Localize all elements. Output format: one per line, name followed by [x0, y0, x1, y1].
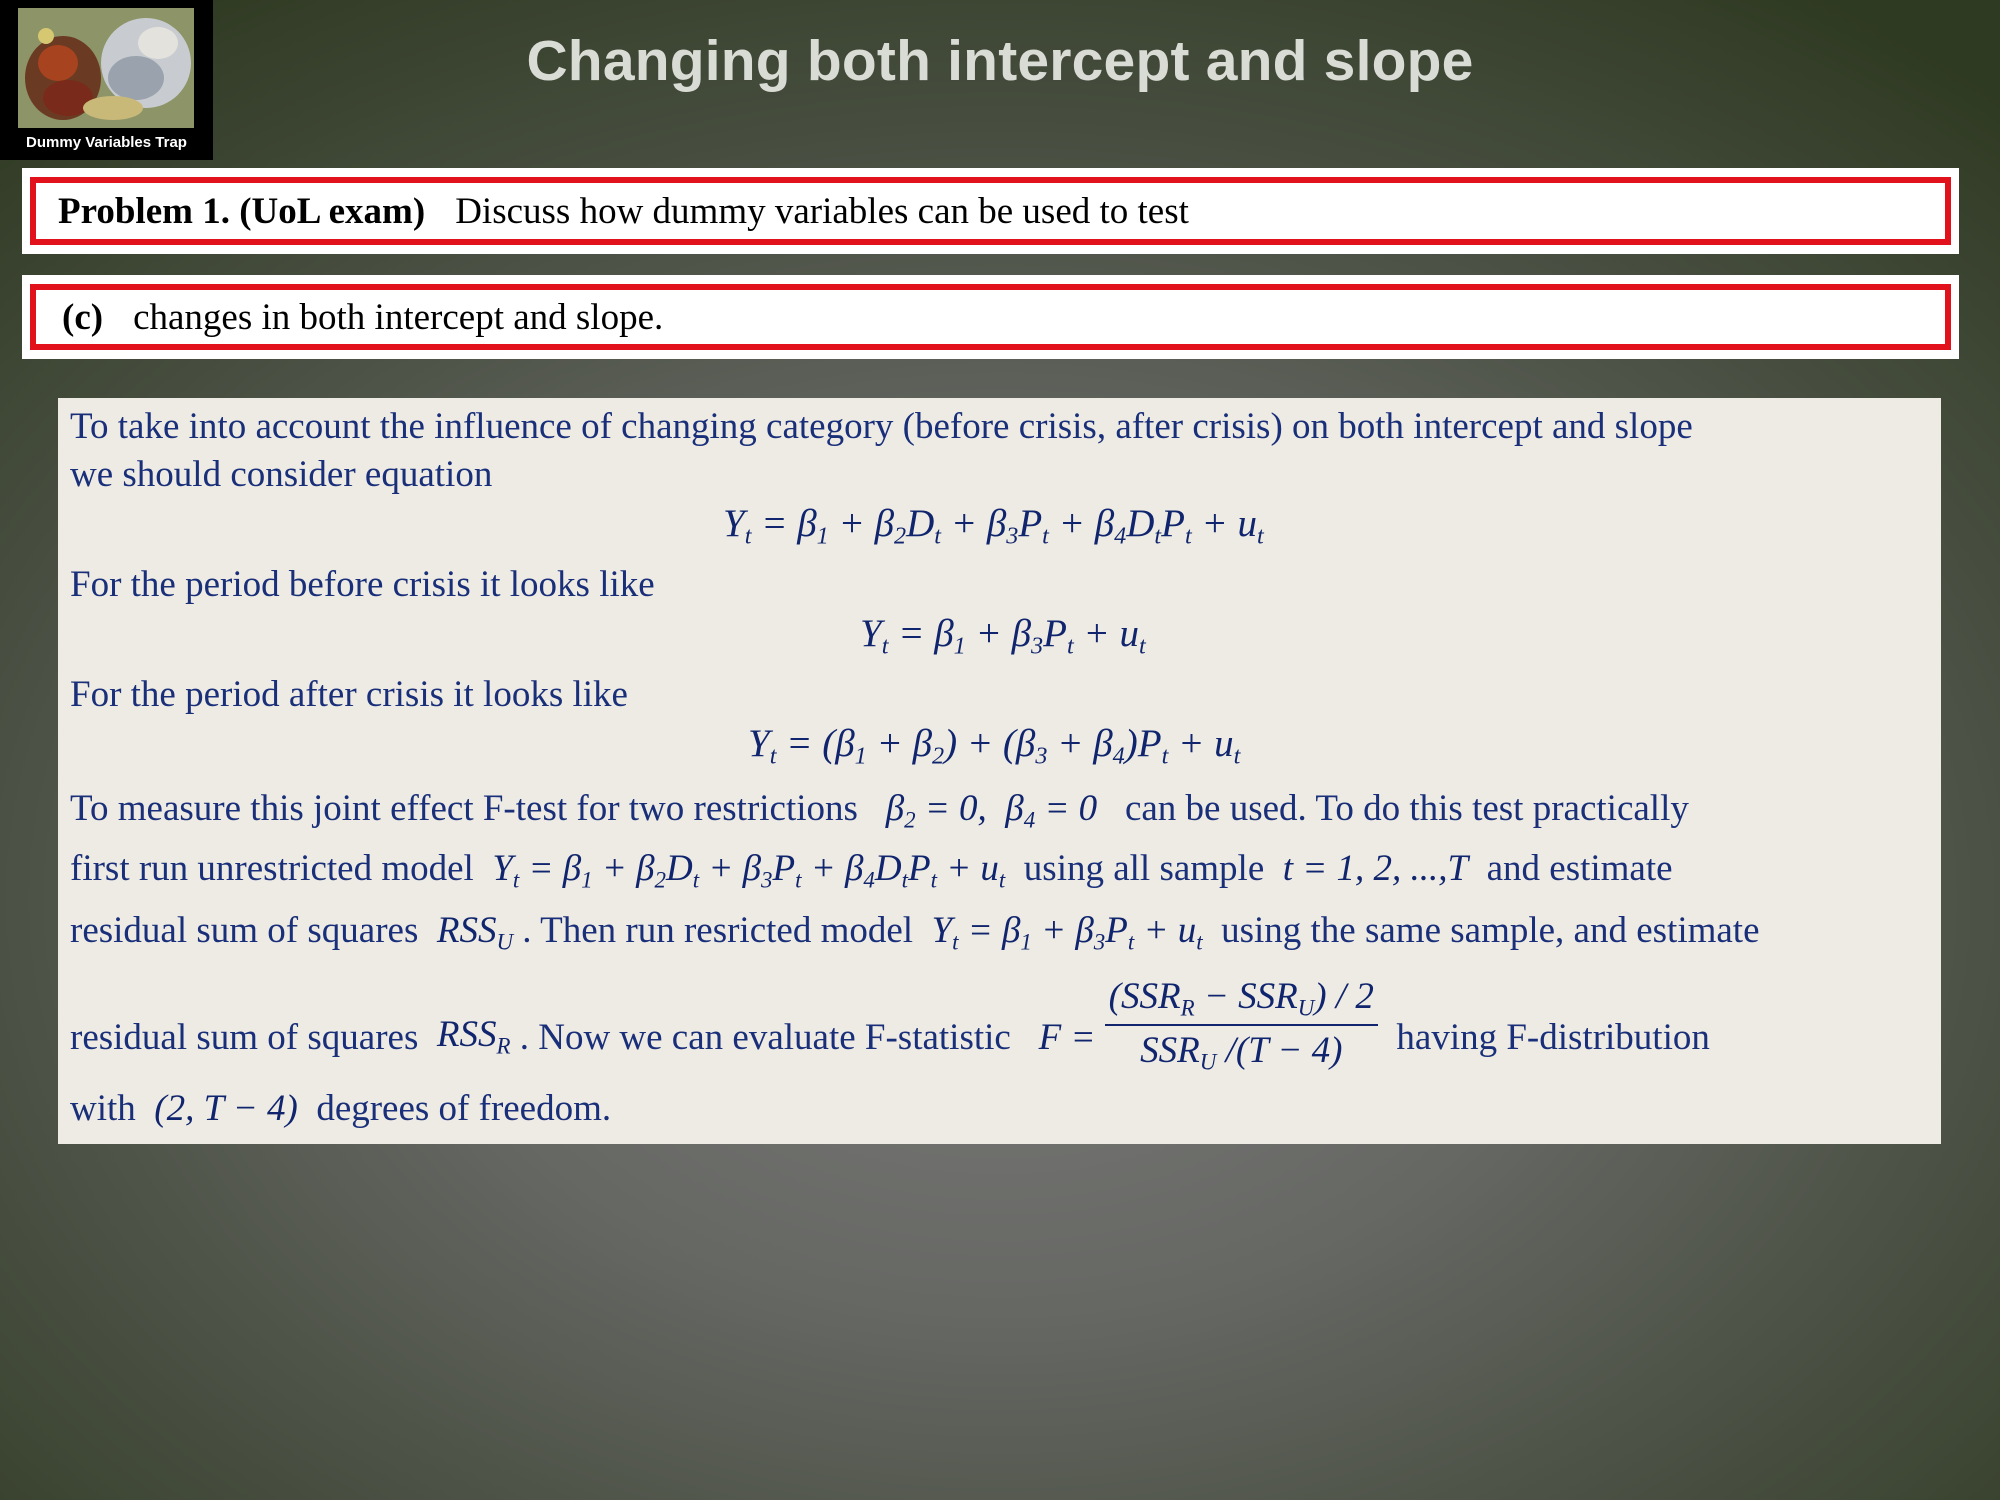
after-crisis-equation: $Y_t = (\beta_1 + \beta_2) + (\beta_3 + \beta_4)P_t + u_t$ — [748, 722, 1241, 770]
text-run: and estimate — [1486, 848, 1673, 889]
text-run: residual sum of squares — [70, 1016, 419, 1058]
paragraph-line: For the period before crisis it looks like — [70, 564, 655, 605]
paragraph-line — [70, 850, 1673, 892]
explanation-panel — [58, 398, 1941, 1144]
paragraph-line — [70, 978, 1710, 1075]
unrestricted-model-math: $Y_t = \beta_1 + \beta_2D_t + \beta_3P_t + \beta_4D_tP_t + u_t$ — [483, 848, 1006, 893]
restrictions-math: $\beta_2 = 0$, $\beta_4 = 0$ — [867, 788, 1116, 833]
sample-range-math: t = 1, 2, ...,T — [1273, 848, 1478, 889]
f-numerator: $(SSR_R - SSR_U) / 2$ — [1105, 978, 1378, 1026]
text-run: can be used. To do this test practically — [1124, 788, 1689, 829]
f-symbol-math: F = — [1020, 1016, 1096, 1058]
full-model-equation: $Y_t = \beta_1 + \beta_2D_t + \beta_3P_t + \beta_4D_tP_t + u_t$ — [723, 502, 1264, 550]
problem-text: Discuss how dummy variables can be used to test — [455, 190, 1189, 232]
text-run: having F-distribution — [1396, 1016, 1710, 1058]
degrees-of-freedom-math: (2, T − 4) — [145, 1088, 308, 1129]
text-run: . Then run resricted model — [522, 910, 914, 951]
text-run: residual sum of squares — [70, 910, 419, 951]
before-crisis-equation: $Y_t = \beta_1 + \beta_3P_t + u_t$ — [860, 612, 1146, 660]
text-run: with — [70, 1088, 136, 1129]
text-run: degrees of freedom. — [316, 1088, 612, 1129]
text-run: using the same sample, and estimate — [1221, 910, 1760, 951]
logo-caption: Dummy Variables Trap — [26, 134, 187, 151]
rss-u-math: $RSS_U$ — [427, 910, 514, 955]
problem-part-box — [22, 275, 1959, 359]
text-run: . Now we can evaluate F-statistic — [519, 1016, 1011, 1058]
text-run: using all sample — [1023, 848, 1265, 889]
text-run — [1387, 997, 1396, 1056]
part-text: changes in both intercept and slope. — [133, 296, 664, 338]
problem-part-frame — [30, 284, 1951, 350]
f-statistic-fraction — [1105, 978, 1378, 1075]
text-run: To measure this joint effect F-test for two restrictions — [70, 788, 858, 829]
f-denominator: $SSR_U$ /(T − 4) — [1140, 1030, 1343, 1075]
paragraph-line — [70, 912, 1760, 954]
paragraph-line: To take into account the influence of changing category (before crisis, after crisis) on both intercept and slope — [70, 406, 1693, 447]
problem-statement-frame — [30, 177, 1951, 245]
paragraph-line: For the period after crisis it looks like — [70, 674, 628, 715]
rss-r-math: $RSS_R$ — [427, 1014, 511, 1059]
paragraph-line — [70, 1090, 611, 1127]
problem-statement-box — [22, 168, 1959, 254]
part-label: (c) — [62, 296, 104, 338]
slide-title: Changing both intercept and slope — [526, 29, 1474, 93]
paragraph-line: we should consider equation — [70, 454, 493, 495]
text-run: first run unrestricted model — [70, 848, 474, 889]
restricted-model-math: $Y_t = \beta_1 + \beta_3P_t + u_t$ — [922, 910, 1203, 955]
problem-label: Problem 1. (UoL exam) — [58, 190, 426, 232]
paragraph-line — [70, 790, 1689, 832]
